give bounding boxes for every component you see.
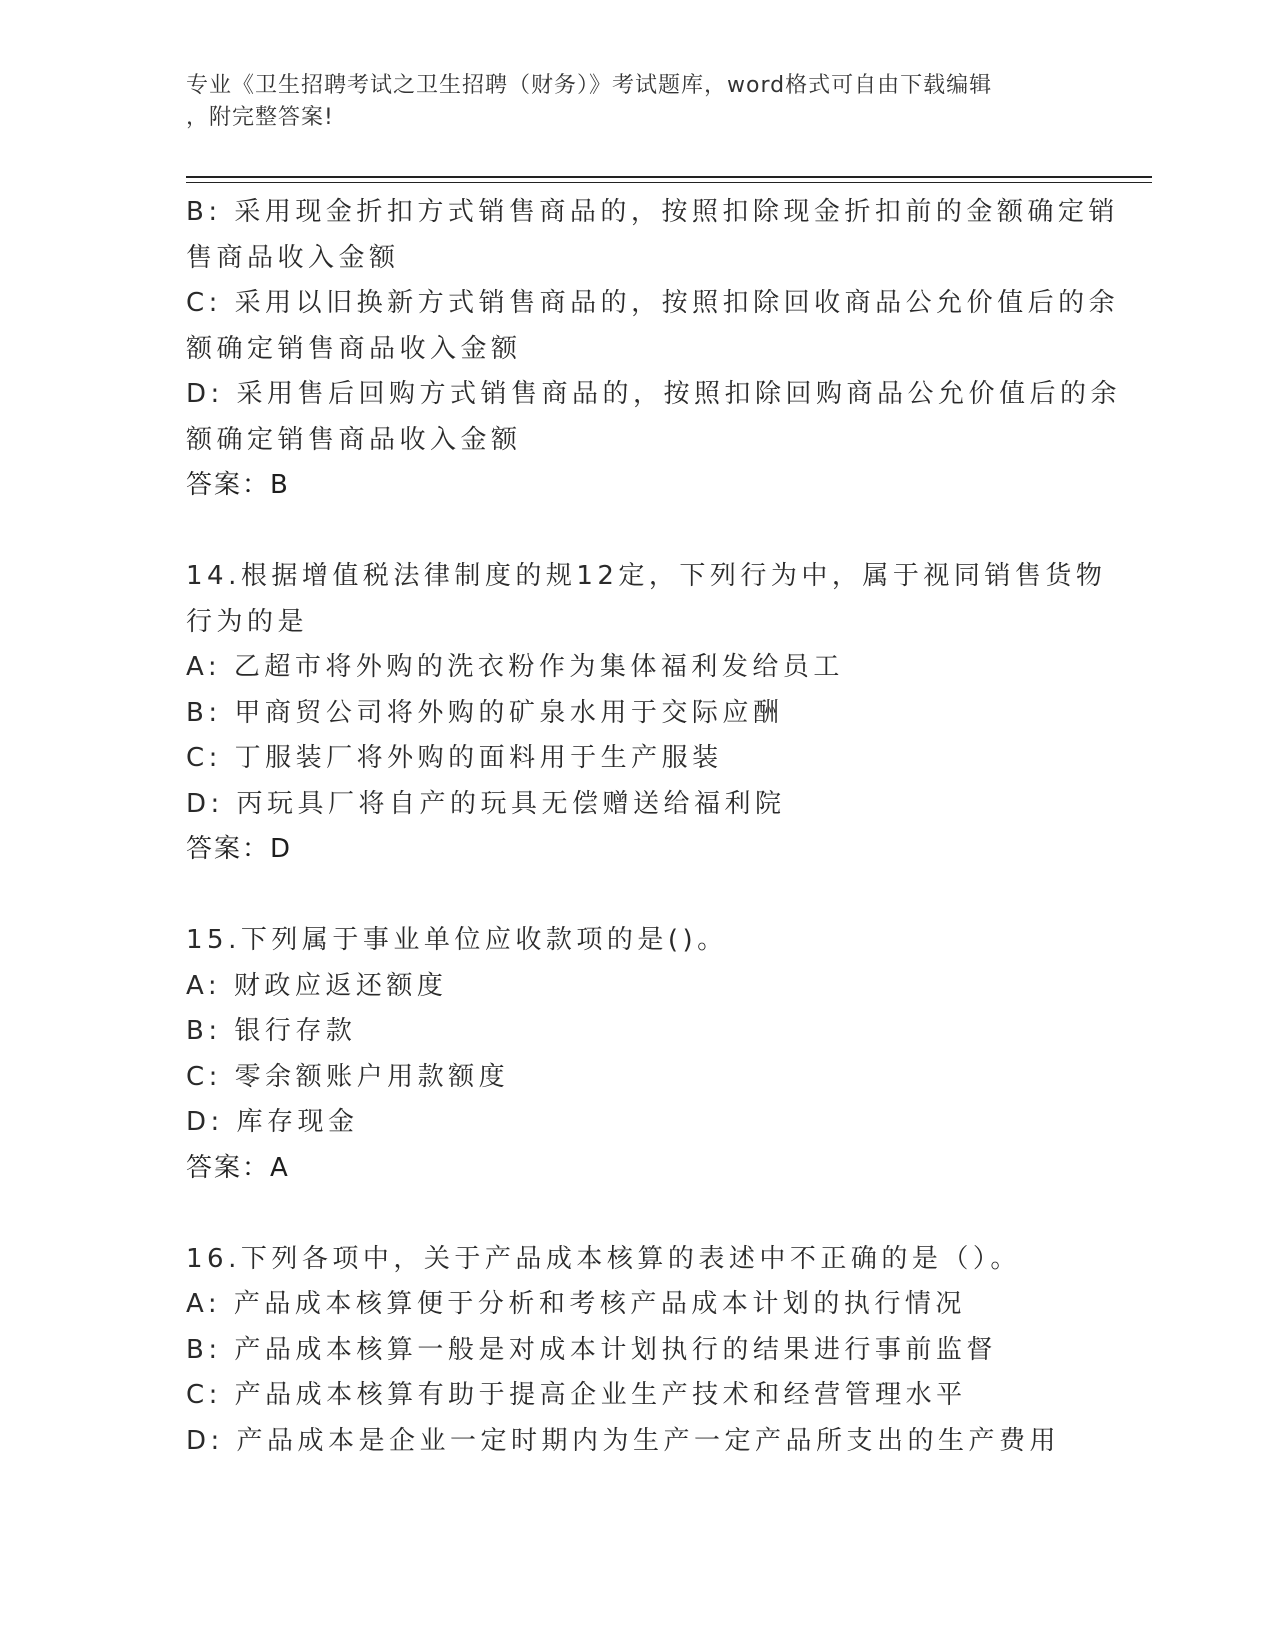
option-a: A: 产品成本核算便于分析和考核产品成本计划的执行情况 bbox=[186, 1289, 966, 1319]
question-stem: 行为的是 bbox=[186, 606, 309, 637]
question-stem: 15.下列属于事业单位应收款项的是()。 bbox=[186, 925, 728, 955]
spacer bbox=[186, 873, 1086, 919]
answer-label: 答案：D bbox=[186, 834, 293, 864]
option-a: A: 乙超市将外购的洗衣粉作为集体福利发给员工 bbox=[186, 652, 844, 682]
option-a: A: 财政应返还额度 bbox=[186, 970, 448, 1001]
option-d: D: 库存现金 bbox=[186, 1107, 359, 1137]
spacer bbox=[186, 509, 1086, 555]
option-b bbox=[186, 190, 1119, 281]
header-divider-thin bbox=[186, 182, 1152, 183]
option-line: C: 采用以旧换新方式销售商品的，按照扣除回收商品公允价值后的余 bbox=[186, 288, 1120, 318]
header-line-2: ，附完整答案! bbox=[186, 105, 334, 130]
option-b: B: 甲商贸公司将外购的矿泉水用于交际应酬 bbox=[186, 697, 784, 728]
option-line: B: 采用现金折扣方式销售商品的，按照扣除现金折扣前的金额确定销 bbox=[186, 197, 1119, 227]
option-c bbox=[186, 281, 1120, 372]
option-d: D: 丙玩具厂将自产的玩具无偿赠送给福利院 bbox=[186, 788, 786, 819]
question-content bbox=[186, 190, 1122, 1464]
option-line: D: 采用售后回购方式销售商品的，按照扣除回购商品公允价值后的余 bbox=[186, 379, 1122, 409]
answer-label: 答案：B bbox=[186, 470, 290, 500]
spacer bbox=[186, 1191, 1086, 1237]
option-b: B: 银行存款 bbox=[186, 1016, 357, 1046]
option-b: B: 产品成本核算一般是对成本计划执行的结果进行事前监督 bbox=[186, 1334, 997, 1365]
question-stem: 16.下列各项中，关于产品成本核算的表述中不正确的是（）。 bbox=[186, 1243, 1021, 1274]
option-line: 额确定销售商品收入金额 bbox=[186, 424, 522, 455]
option-c: C: 产品成本核算有助于提高企业生产技术和经营管理水平 bbox=[186, 1380, 967, 1410]
option-d bbox=[186, 372, 1122, 463]
question-14 bbox=[186, 554, 1107, 873]
option-d: D: 产品成本是企业一定时期内为生产一定产品所支出的生产费用 bbox=[186, 1425, 1061, 1456]
question-stem: 14.根据增值税法律制度的规12定，下列行为中，属于视同销售货物 bbox=[186, 561, 1107, 591]
question-15 bbox=[186, 918, 1086, 1191]
option-c: C: 零余额账户用款额度 bbox=[186, 1061, 510, 1092]
question-13-continued bbox=[186, 190, 1122, 509]
document-header bbox=[186, 70, 1066, 134]
option-line: 售商品收入金额 bbox=[186, 242, 400, 273]
header-divider-thick bbox=[186, 176, 1152, 178]
answer-label: 答案：A bbox=[186, 1152, 290, 1183]
option-line: 额确定销售商品收入金额 bbox=[186, 333, 522, 364]
option-c: C: 丁服装厂将外购的面料用于生产服装 bbox=[186, 743, 723, 773]
question-16 bbox=[186, 1237, 1086, 1465]
header-line-1: 专业《卫生招聘考试之卫生招聘（财务）》考试题库，word格式可自由下载编辑 bbox=[186, 73, 993, 98]
